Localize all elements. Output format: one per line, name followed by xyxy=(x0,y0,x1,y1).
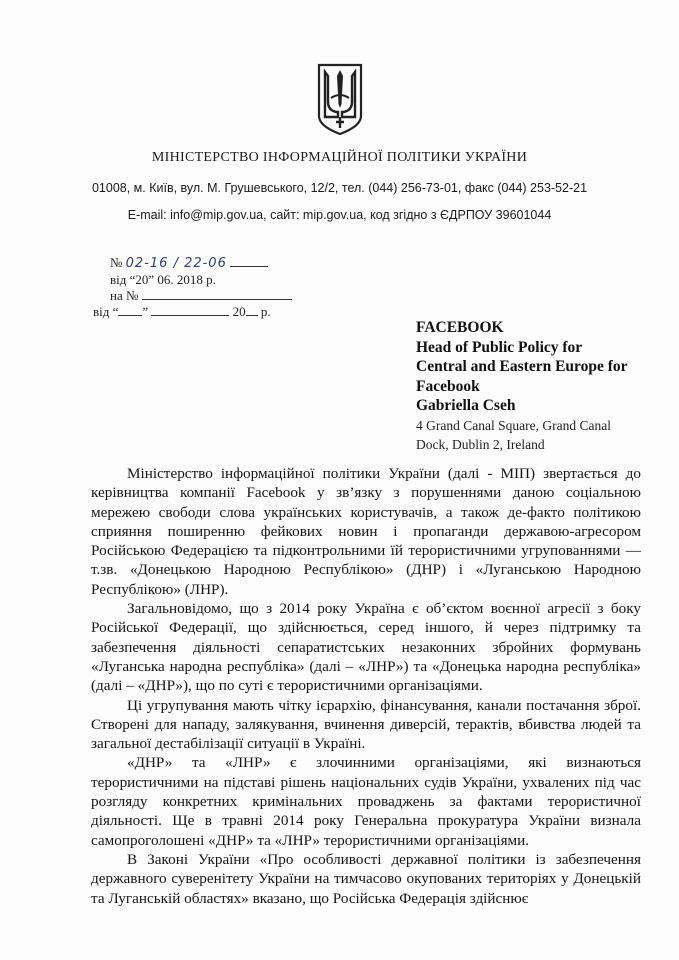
recipient-name: Gabriella Cseh xyxy=(416,397,516,414)
recipient-address-2: Dock, Dublin 2, Ireland xyxy=(416,436,545,452)
ministry-contacts: E-mail: info@mip.gov.ua, сайт: mip.gov.ua, код згідно з ЄДРПОУ 39601044 xyxy=(127,208,552,222)
recipient-position-1: Head of Public Policy for xyxy=(416,338,583,356)
recipient-company: FACEBOOK xyxy=(416,319,504,336)
reference-day-blank xyxy=(118,304,142,316)
reference-number-label: на № xyxy=(110,288,139,303)
reference-year-blank xyxy=(246,304,258,316)
ministry-name: МІНІСТЕРСТВО ІНФОРМАЦІЙНОЇ ПОЛІТИКИ УКРАЇНИ xyxy=(151,150,528,165)
reference-year: 20 xyxy=(232,304,246,319)
reference-number-blank xyxy=(142,288,292,300)
ministry-address: 01008, м. Київ, вул. М. Грушевського, 12/2, тел. (044) 256-73-01, факс (044) 253-52-21 xyxy=(91,181,588,195)
recipient-address-1: 4 Grand Canal Square, Grand Canal xyxy=(416,417,611,433)
number-prefix: № xyxy=(110,255,123,270)
recipient-position-2: Central and Eastern Europe for xyxy=(416,358,628,375)
reference-year-suffix: р. xyxy=(260,304,271,319)
reference-date xyxy=(93,304,271,320)
paragraph-1: Міністерство інформаційної політики України (далі - МІП) звертається до керівництва компанії Facebook у зв’язку з порушеннями даною соціальною мережею свободи слова українських користувачів, а також де-факто політикою сприяння поширенню фейкових новин і пропаганди державою-агресором Російською Федерацією та підконтрольними їй терористичними угрупованнями — т.зв. «Донецькою Народною Республікою» (ДНР) і «Луганською Народною Республікою» (ЛНР). xyxy=(91,465,641,598)
recipient-position-3: Facebook xyxy=(416,377,480,395)
reference-date-prefix: від “ xyxy=(93,304,119,319)
reference-month-blank xyxy=(151,304,229,316)
reference-number xyxy=(110,288,292,304)
outgoing-number xyxy=(110,255,268,271)
paragraph-4: «ДНР» та «ЛНР» є злочинними організаціями, які визнаються терористичними на підставі рішень національних судів України, ухвалених під час розгляду конкретних кримінальних проваджень за фактами терористичної діяльності. Ще в травні 2014 року Генеральна прокуратура України визнала самопроголошені «ДНР» та «ЛНР» терористичними організаціями. xyxy=(91,754,641,849)
number-underline xyxy=(230,255,268,267)
reference-date-quote: ” xyxy=(142,304,149,319)
handwritten-number: 02-16 / 22-06 xyxy=(125,256,227,271)
paragraph-3: Ці угрупування мають чітку ієрархію, фінансування, канали постачання зброї. Створені для нападу, залякування, вчинення диверсій, терактів, вбивства людей та загальної дестабілізації ситуації в Україні. xyxy=(91,696,641,753)
paragraph-5: В Законі України «Про особливості державної політики із забезпечення державного суверенітету України на тимчасово окупованих територіях у Донецькій та Луганській областях» вказано, що Російська Федерація здійснює xyxy=(91,850,641,907)
recipient-block xyxy=(416,318,656,454)
paragraph-2: Загальновідомо, що з 2014 року Україна є об’єктом воєнної агресії з боку Російської Федерації, що здійснюється, серед іншого, й через підтримку та забезпечення діяльності сепаратистських незаконних збройних формувань «Луганська народна республіка» (далі – «ЛНР») та «Донецька народна республіка» (далі – «ДНР»), що по суті є терористичними організаціями. xyxy=(91,600,641,695)
coat-of-arms-icon xyxy=(316,62,364,136)
outgoing-date: від “20” 06. 2018 р. xyxy=(110,272,216,287)
letter-body xyxy=(91,464,641,908)
